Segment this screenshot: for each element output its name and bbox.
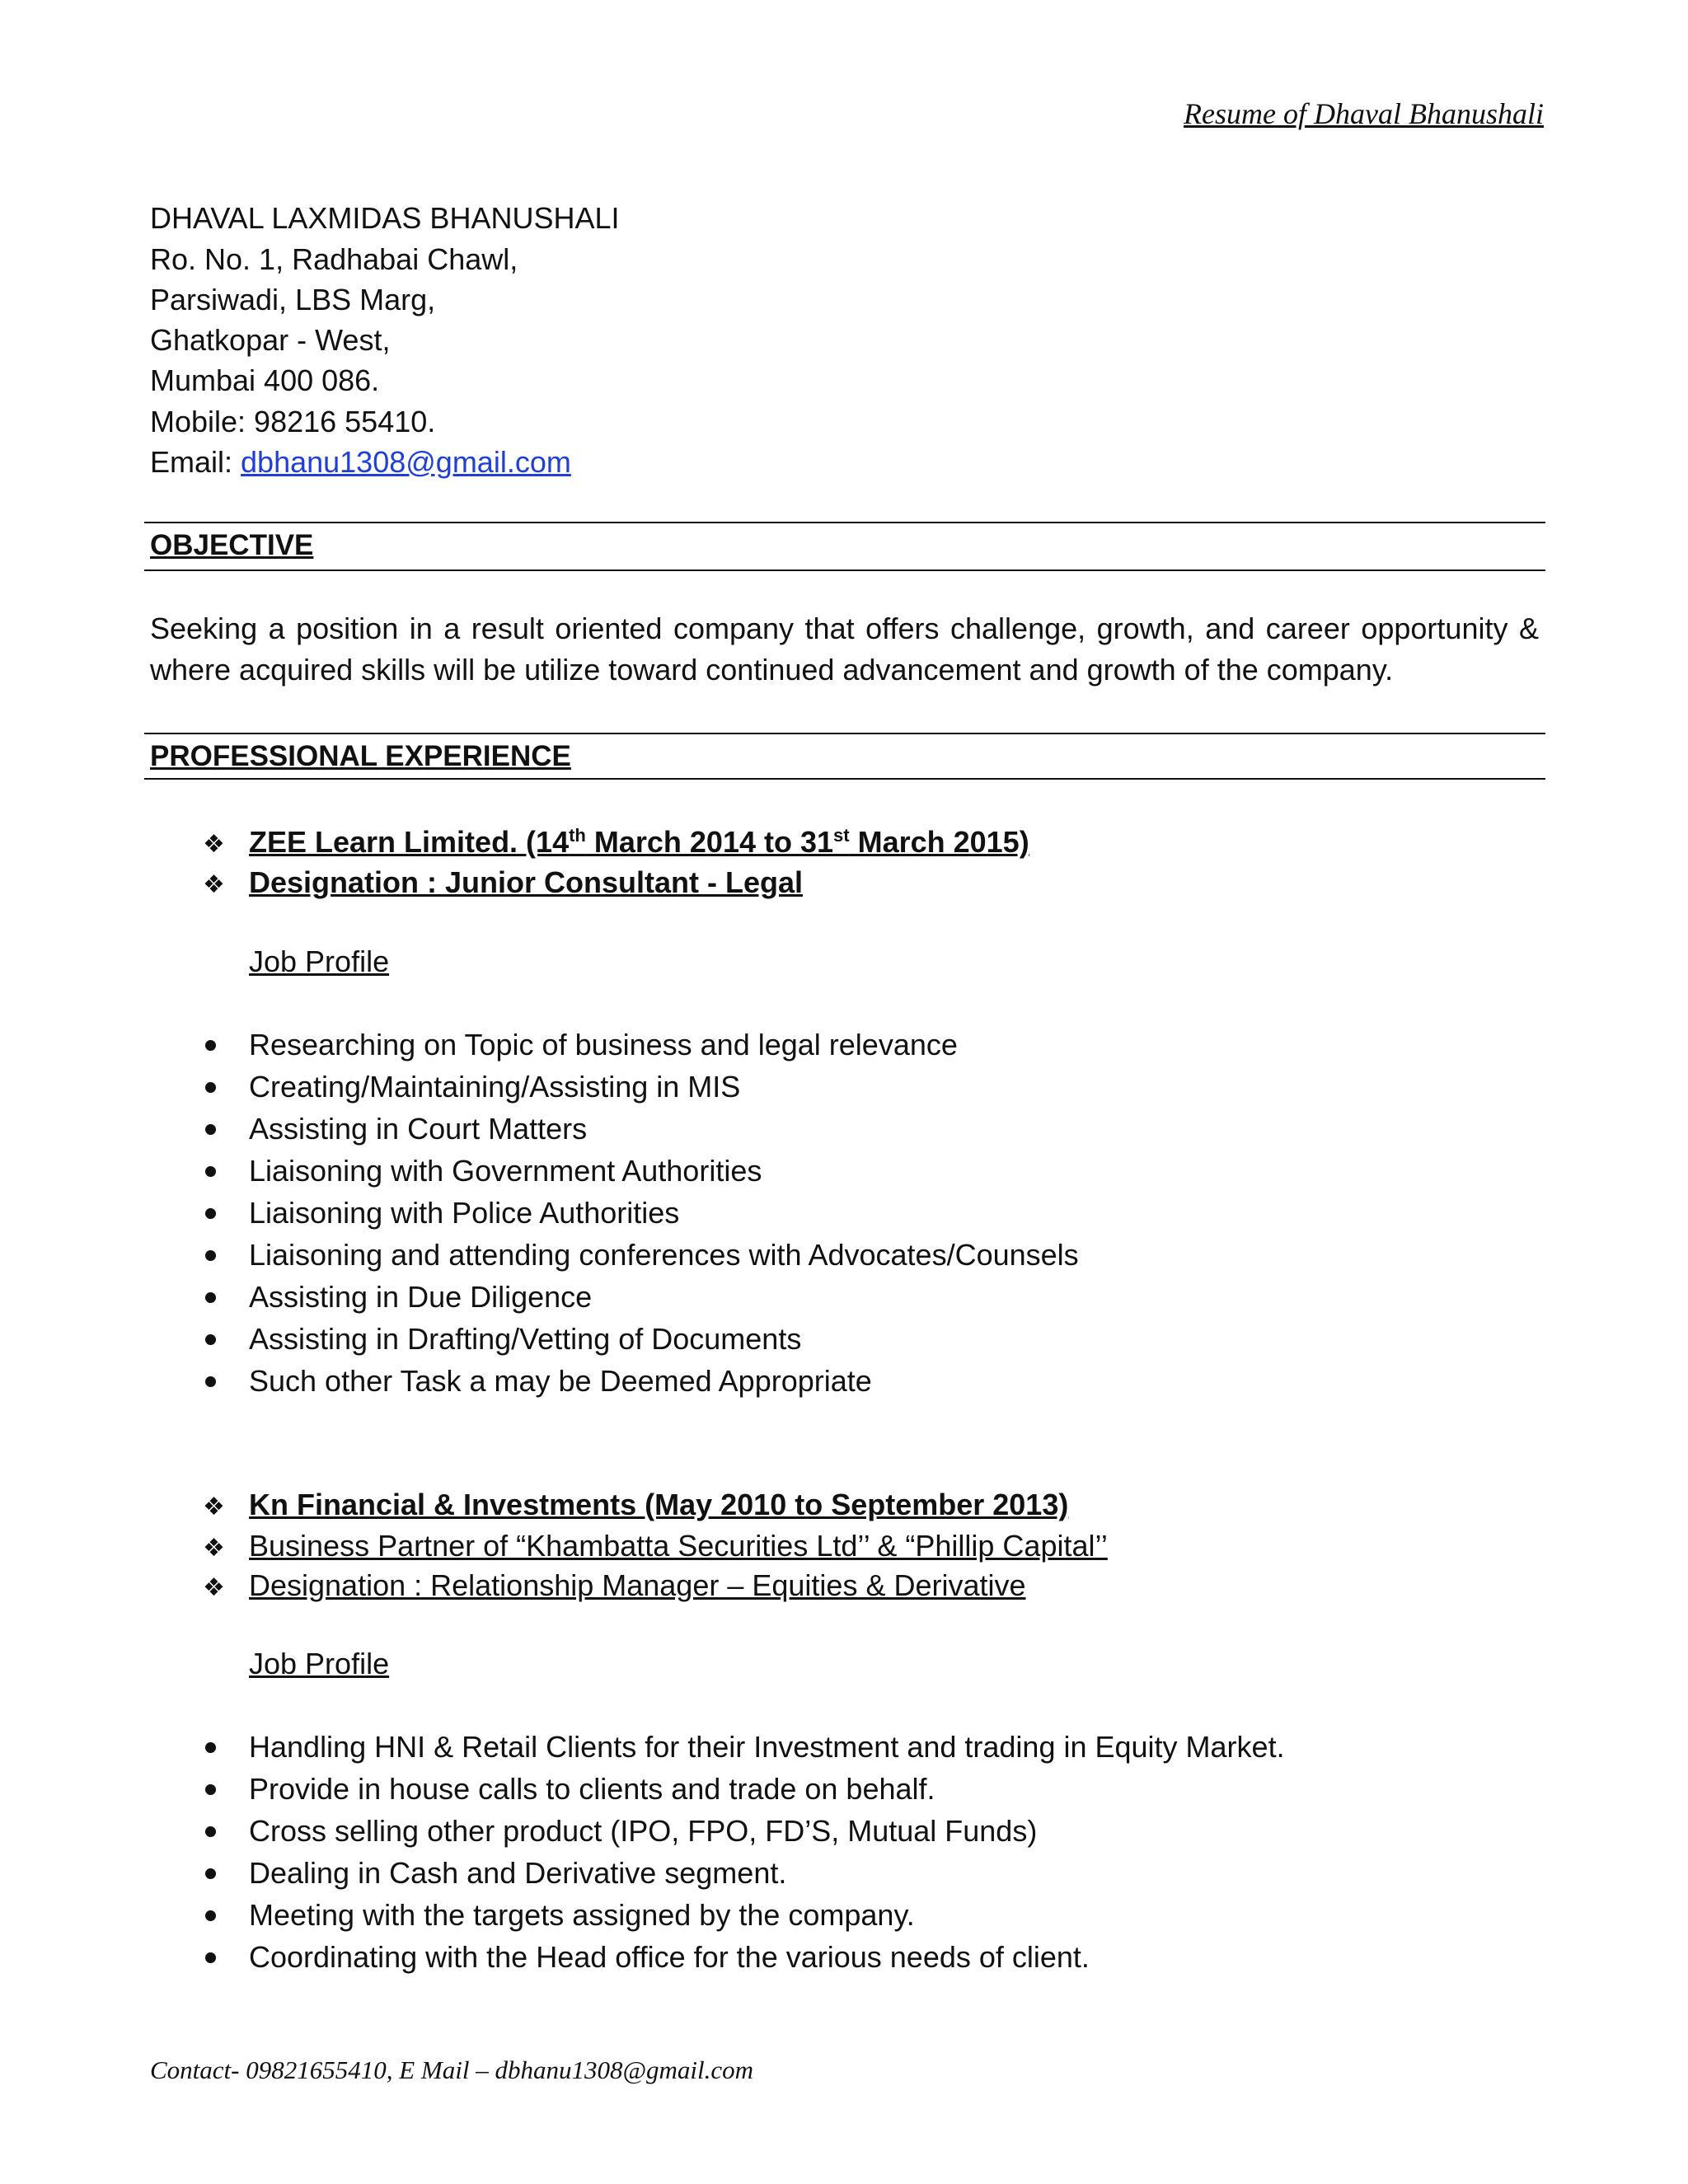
list-item: Provide in house calls to clients and trade on behalf. xyxy=(203,1768,1285,1810)
list-item: Handling HNI & Retail Clients for their Investment and trading in Equity Market. xyxy=(203,1726,1285,1768)
diamond-bullet-icon: ❖ xyxy=(203,831,225,858)
header-title: Resume of Dhaval Bhanushali xyxy=(1184,97,1544,130)
address-line-1: Ro. No. 1, Radhabai Chawl, xyxy=(150,242,518,276)
list-item: Liaisoning with Police Authorities xyxy=(203,1192,1079,1234)
diamond-bullet-icon: ❖ xyxy=(203,1574,225,1601)
list-item: Meeting with the targets assigned by the company. xyxy=(203,1894,1285,1936)
list-item: Liaisoning with Government Authorities xyxy=(203,1150,1079,1192)
experience-heading: PROFESSIONAL EXPERIENCE xyxy=(150,740,571,772)
job2-profile-label: Job Profile xyxy=(249,1647,390,1680)
mobile-number: Mobile: 98216 55410. xyxy=(150,405,436,438)
job2-partner: ❖ Business Partner of “Khambatta Securities Ltd’’ & “Phillip Capital’’ xyxy=(203,1526,1108,1569)
objective-text: Seeking a position in a result oriented company that offers challenge, growth, and career opportunity & where acquired skills will be utilize toward continued advancement and growth of the company. xyxy=(150,612,1539,687)
address-line-4: Mumbai 400 086. xyxy=(150,363,380,397)
list-item: Coordinating with the Head office for the various needs of client. xyxy=(203,1936,1285,1978)
list-item: Dealing in Cash and Derivative segment. xyxy=(203,1852,1285,1894)
email-label: Email: xyxy=(150,445,241,479)
list-item: Liaisoning and attending conferences with Advocates/Counsels xyxy=(203,1234,1079,1276)
job1-designation: ❖ Designation : Junior Consultant - Legal xyxy=(203,862,803,906)
diamond-bullet-icon: ❖ xyxy=(203,1535,225,1562)
diamond-bullet-icon: ❖ xyxy=(203,871,225,898)
email-line xyxy=(150,442,571,483)
list-item: Assisting in Drafting/Vetting of Documents xyxy=(203,1318,1079,1360)
list-item: Assisting in Court Matters xyxy=(203,1108,1079,1150)
address-line-3: Ghatkopar - West, xyxy=(150,323,391,357)
list-item: Assisting in Due Diligence xyxy=(203,1276,1079,1318)
divider xyxy=(144,569,1545,571)
divider xyxy=(144,522,1545,523)
diamond-bullet-icon: ❖ xyxy=(203,1493,225,1521)
job2-designation: ❖ Designation : Relationship Manager – Equities & Derivative xyxy=(203,1565,1026,1609)
list-item: Such other Task a may be Deemed Appropriate xyxy=(203,1360,1079,1402)
candidate-name: DHAVAL LAXMIDAS BHANUSHALI xyxy=(150,201,620,235)
job1-profile-label: Job Profile xyxy=(249,944,390,978)
objective-heading: OBJECTIVE xyxy=(150,529,314,561)
list-item: Researching on Topic of business and legal relevance xyxy=(203,1024,1079,1066)
job1-duties-list xyxy=(203,1024,1079,1402)
job1-company: ❖ ZEE Learn Limited. (14th March 2014 to 31st March 2015) xyxy=(203,822,1029,865)
address-line-2: Parsiwadi, LBS Marg, xyxy=(150,283,436,316)
divider xyxy=(144,778,1545,780)
job2-company: ❖ Kn Financial & Investments (May 2010 to September 2013) xyxy=(203,1484,1068,1528)
job2-duties-list xyxy=(203,1726,1285,1978)
footer-contact: Contact- 09821655410, E Mail – dbhanu1308@gmail.com xyxy=(150,2055,753,2084)
divider xyxy=(144,733,1545,734)
list-item: Cross selling other product (IPO, FPO, FD’S, Mutual Funds) xyxy=(203,1810,1285,1852)
email-link[interactable]: dbhanu1308@gmail.com xyxy=(241,445,571,479)
list-item: Creating/Maintaining/Assisting in MIS xyxy=(203,1066,1079,1108)
